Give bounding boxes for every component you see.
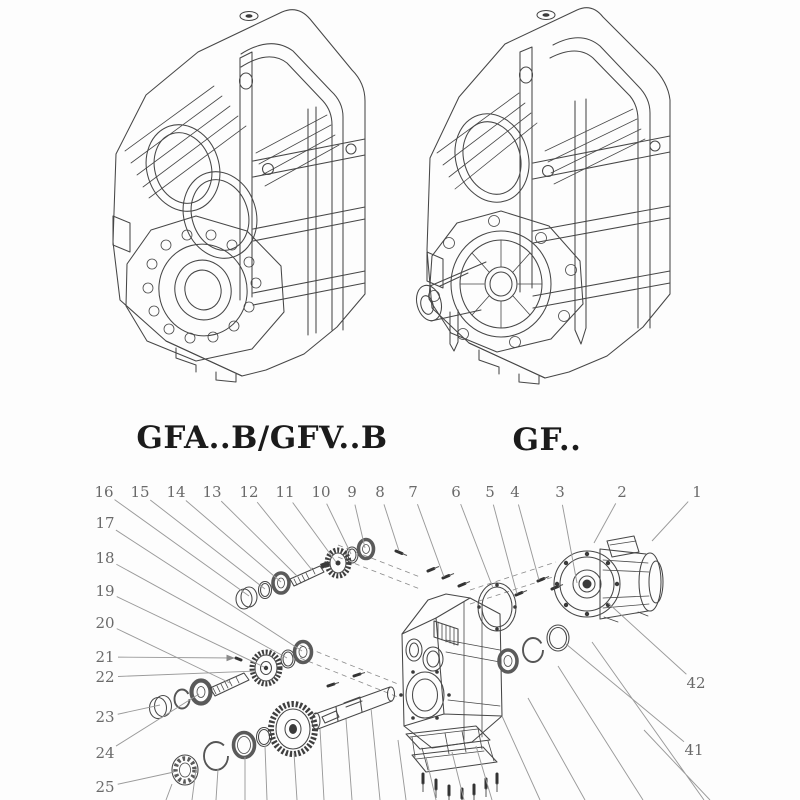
part-number-15: 15: [130, 483, 150, 501]
leader-line-11: [293, 503, 336, 562]
part-number-24: 24: [95, 744, 115, 762]
part-number-5: 5: [485, 483, 495, 501]
part-number-10: 10: [311, 483, 331, 501]
leader-line-16: [115, 500, 249, 596]
part-number-18: 18: [95, 549, 115, 567]
leader-line-21: [118, 657, 234, 658]
leader-line-42: [607, 602, 686, 674]
part-number-6: 6: [451, 483, 461, 501]
part-number-41: 41: [684, 741, 704, 759]
leader-line-2: [594, 503, 616, 543]
callout-layer: [94, 483, 705, 796]
leader-line-1: [652, 502, 688, 541]
model-label-right: GF..: [512, 422, 582, 458]
leader-line-18: [116, 564, 287, 658]
part-number-12: 12: [239, 483, 259, 501]
assembly-bolts: [396, 551, 563, 595]
part-number-13: 13: [202, 483, 222, 501]
part-number-2: 2: [617, 483, 627, 501]
part-number-14: 14: [166, 483, 186, 501]
part-number-1: 1: [692, 483, 702, 501]
flange-spokes: [460, 240, 542, 328]
base-gasket-and-cover: [406, 726, 497, 800]
leader-line-3: [562, 505, 577, 583]
part-number-9: 9: [347, 483, 357, 501]
part-number-21: 21: [95, 648, 115, 666]
part-number-4: 4: [510, 483, 520, 501]
part-number-11: 11: [275, 483, 295, 501]
part-number-17: 17: [95, 514, 115, 532]
part-number-19: 19: [95, 582, 115, 600]
leader-line-25: [118, 772, 174, 784]
cutoff-leader-lines: [166, 642, 710, 800]
leader-line-8: [384, 504, 399, 551]
part-number-20: 20: [95, 614, 115, 632]
seal-ring-set: [499, 625, 569, 672]
intermediate-shaft-parts: [150, 642, 312, 719]
leader-line-19: [117, 597, 264, 667]
part-number-23: 23: [95, 708, 115, 726]
leader-line-4: [518, 505, 539, 580]
leader-line-20: [117, 629, 230, 683]
leader-line-6: [461, 504, 493, 588]
part-number-25: 25: [95, 778, 115, 796]
assembly-axis-dashes: [300, 545, 556, 697]
bolt-circle: [143, 230, 261, 343]
leader-line-22: [118, 671, 256, 676]
leader-line-24: [116, 694, 199, 746]
part-number-8: 8: [375, 483, 385, 501]
output-shaft-parts: [172, 673, 395, 786]
part-number-3: 3: [555, 483, 565, 501]
model-label-left: GFA..B/GFV..B: [136, 420, 388, 456]
part-number-42: 42: [686, 674, 706, 692]
gear-housing: [399, 594, 502, 748]
leader-line-10: [327, 504, 351, 554]
leader-line-7: [417, 504, 444, 577]
part-number-7: 7: [408, 483, 418, 501]
leader-line-15: [150, 500, 265, 589]
gearbox-drawing-gf: [413, 8, 670, 384]
gearbox-drawing-gfab-gfvb: [113, 10, 365, 382]
leader-line-12: [257, 502, 312, 570]
input-shaft-parts: [236, 540, 374, 610]
output-shaft: [413, 262, 486, 323]
part-number-22: 22: [95, 668, 115, 686]
exploded-view: [94, 483, 710, 800]
adapter-gasket-ring: [477, 583, 517, 631]
leader-line-41: [566, 644, 684, 742]
leader-line-5: [493, 505, 517, 594]
part-number-16: 16: [94, 483, 114, 501]
leader-line-23: [118, 705, 160, 714]
